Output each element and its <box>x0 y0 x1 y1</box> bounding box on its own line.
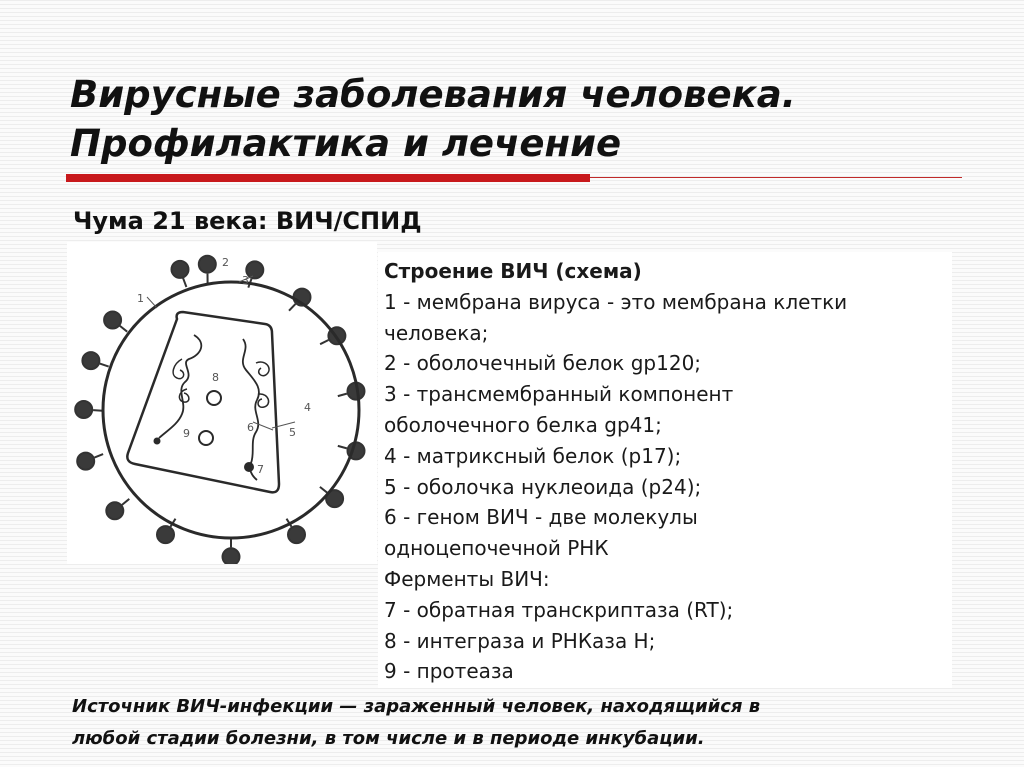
label-2: 2 <box>222 256 229 269</box>
spike-head <box>82 352 99 369</box>
slide-title <box>70 70 796 168</box>
spike-head <box>106 502 123 519</box>
label-4: 4 <box>304 401 311 414</box>
leader-6 <box>253 422 273 430</box>
rna-loop-4 <box>258 394 269 407</box>
reverse-transcriptase <box>244 462 254 472</box>
spike <box>122 499 129 505</box>
label-9: 9 <box>183 427 190 440</box>
description-line: одноцепочечной РНК <box>384 536 609 561</box>
spike-head <box>223 548 240 564</box>
label-7: 7 <box>257 463 264 476</box>
footer-line-1: Источник ВИЧ-инфекции — зараженный человек, находящийся в <box>72 696 761 717</box>
spike <box>338 446 347 449</box>
footer-line-2: любой стадии болезни, в том числе и в периоде инкубации. <box>72 728 705 749</box>
slide-title-line-1: Вирусные заболевания человека. <box>70 73 796 116</box>
description-heading: Строение ВИЧ (схема) <box>384 259 642 283</box>
slide-subtitle: Чума 21 века: ВИЧ/СПИД <box>73 207 422 235</box>
viral-membrane <box>103 282 359 538</box>
description-line: человека; <box>384 320 489 345</box>
label-1: 1 <box>137 292 144 305</box>
spike <box>338 394 347 397</box>
spike <box>289 304 296 311</box>
spike <box>320 340 328 344</box>
rna-end-1 <box>154 438 161 445</box>
description-line: 4 - матриксный белок (р17); <box>384 443 682 468</box>
spike-head <box>104 312 121 329</box>
integrase <box>207 391 221 405</box>
description-line: оболочечного белка gp41; <box>384 412 662 437</box>
spike-head <box>77 453 94 470</box>
spike <box>320 487 327 493</box>
rna-strand-2 <box>243 339 259 480</box>
spike <box>100 364 109 367</box>
description-line: 2 - оболочечный белок gp120; <box>384 351 702 376</box>
label-3: 3 <box>242 274 249 287</box>
spike-head <box>199 256 216 273</box>
spike-head <box>157 526 174 543</box>
enzymes-heading: Ферменты ВИЧ: <box>384 566 550 591</box>
slide-title-line-2: Профилактика и лечение <box>70 122 622 165</box>
spike <box>94 454 103 458</box>
spike-head <box>288 526 305 543</box>
rna-loop-1 <box>173 359 184 379</box>
enzyme-line: 7 - обратная транскриптаза (RT); <box>384 597 734 622</box>
enzyme-line: 9 - протеаза <box>384 659 514 684</box>
hiv-structure-diagram <box>67 242 377 564</box>
description-line: 3 - трансмембранный компонент <box>384 382 734 407</box>
spike-head <box>172 261 189 278</box>
infection-source-note <box>72 691 972 755</box>
spike <box>183 278 186 287</box>
spike-head <box>75 401 92 418</box>
protease <box>199 431 213 445</box>
description-line: 5 - оболочка нуклеоида (р24); <box>384 474 702 499</box>
description-line: 6 - геном ВИЧ - две молекулы <box>384 505 698 530</box>
label-8: 8 <box>212 371 219 384</box>
diagram-labels <box>137 256 311 476</box>
leader-1 <box>147 297 157 308</box>
label-6: 6 <box>247 421 254 434</box>
enzyme-line: 8 - интеграза и РНКаза Н; <box>384 628 656 653</box>
title-underline-accent <box>66 174 590 182</box>
label-5: 5 <box>289 426 296 439</box>
rna-loop-3 <box>256 362 269 376</box>
envelope-spikes <box>75 256 364 564</box>
hiv-structure-description <box>378 252 952 688</box>
spike <box>93 410 102 411</box>
spike <box>120 326 127 332</box>
description-line: 1 - мембрана вируса - это мембрана клетки <box>384 289 848 314</box>
hiv-diagram-svg <box>67 242 377 564</box>
